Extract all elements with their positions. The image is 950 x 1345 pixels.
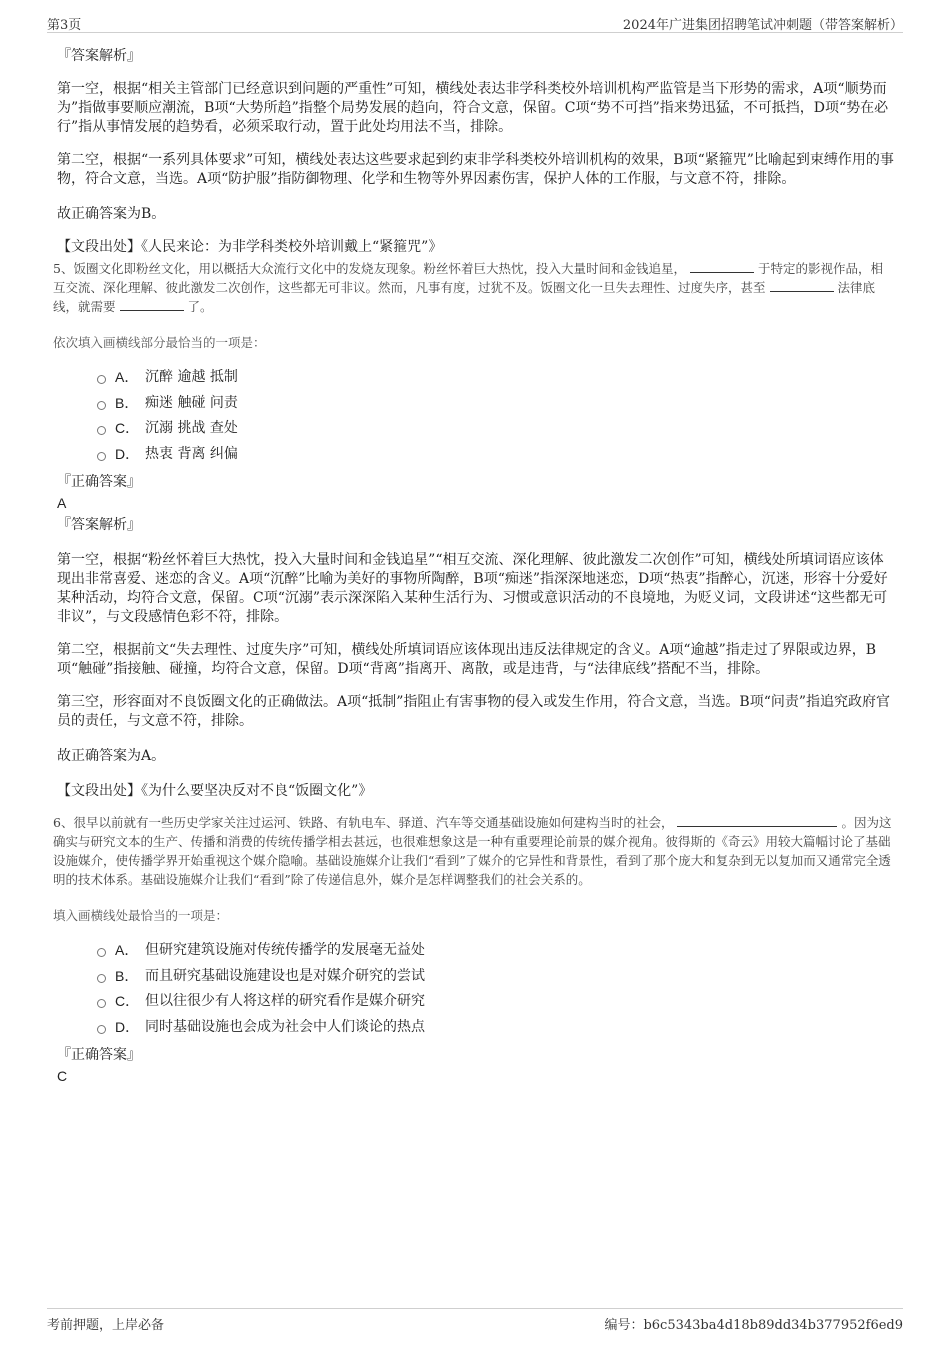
q6-option-c[interactable] — [97, 989, 895, 1015]
option-text: 痴迷 触碰 问责 — [145, 394, 238, 411]
q5-stem-part-c: 法律底线，就需要 — [53, 280, 876, 314]
option-letter: C． — [115, 993, 140, 1009]
q4-analysis-label: 『答案解析』 — [57, 48, 141, 64]
document-title: 2024年广进集团招聘笔试冲刺题（带答案解析） — [622, 18, 903, 33]
q6-option-b[interactable] — [97, 964, 895, 990]
option-letter: D． — [115, 445, 140, 462]
radio-icon[interactable] — [97, 426, 106, 435]
radio-icon[interactable] — [97, 999, 106, 1008]
page-header — [47, 12, 903, 33]
q5-conclusion: 故正确答案为A。 — [57, 748, 166, 764]
q4-analysis-p2: 第二空，根据“一系列具体要求”可知，横线处表达这些要求起到约束非学科类校外培训机构的效果，B项“紧箍咒”比喻起到束缚作用的事物，符合文意，当选。A项“防护服”指防御物理、化学和生物等外界因素伤害，保护人体的工作服，与文意不符，排除。 — [57, 152, 894, 187]
radio-icon[interactable] — [97, 948, 106, 957]
option-text: 同时基础设施也会成为社会中人们谈论的热点 — [145, 1018, 425, 1035]
option-letter: A． — [115, 942, 139, 958]
radio-icon[interactable] — [97, 401, 106, 410]
q5-analysis-p2: 第二空，根据前文“失去理性、过度失序”可知，横线处所填词语应该体现出违反法律规定的含义。A项“逾越”指走过了界限或边界，B项“触碰”指接触、碰撞，均符合文意，保留。D项“背离”指离开、离散，或是违背，与“法律底线”搭配不当，排除。 — [57, 642, 877, 677]
radio-icon[interactable] — [97, 375, 106, 384]
q6-option-a[interactable] — [97, 938, 895, 964]
q5-option-b[interactable] — [97, 391, 895, 417]
q5-options — [97, 365, 895, 467]
q6-options — [97, 938, 895, 1040]
option-letter: D． — [115, 1018, 140, 1035]
q5-analysis-label: 『答案解析』 — [57, 517, 141, 533]
page-content — [53, 44, 895, 1085]
option-letter: B． — [115, 394, 139, 411]
option-text: 热衷 背离 纠偏 — [145, 445, 238, 462]
q5-option-d[interactable] — [97, 442, 895, 468]
q6-answer: C — [57, 1068, 68, 1084]
q6-stem-part-a: 6、很早以前就有一些历史学家关注过运河、铁路、有轨电车、驿道、汽车等交通基础设施如何建构当时的社会， — [53, 815, 674, 830]
option-text: 但研究建筑设施对传统传播学的发展毫无益处 — [145, 942, 425, 958]
q5-stem-part-d: 了。 — [187, 299, 213, 314]
q5-option-a[interactable] — [97, 365, 895, 391]
q5-option-c[interactable] — [97, 416, 895, 442]
q5-instruction: 依次填入画横线部分最恰当的一项是： — [53, 335, 266, 350]
q6-blank — [677, 814, 837, 827]
document-id: 编号：b6c5343ba4d18b89dd34b377952f6ed9 — [604, 1318, 903, 1333]
q5-stem — [53, 259, 895, 316]
q6-option-d[interactable] — [97, 1015, 895, 1041]
q5-analysis-p3: 第三空，形容面对不良饭圈文化的正确做法。A项“抵制”指阻止有害事物的侵入或发生作用，符合文意，当选。B项“问责”指追究政府官员的责任，与文意不符，排除。 — [57, 694, 891, 729]
q6-instruction: 填入画横线处最恰当的一项是： — [53, 908, 229, 923]
option-letter: A． — [115, 369, 139, 385]
q5-blank-1 — [690, 260, 754, 273]
page-footer — [47, 1308, 903, 1331]
radio-icon[interactable] — [97, 1025, 106, 1034]
radio-icon[interactable] — [97, 452, 106, 461]
option-text: 沉醉 逾越 抵制 — [145, 369, 238, 385]
q5-stem-part-b: 于特定的影视作品，相互交流、深化理解、彼此激发二次创作，这些都无可非议。然而，凡事有度，过犹不及。饭圈文化一旦失去理性、过度失序，甚至 — [53, 261, 883, 295]
q4-conclusion: 故正确答案为B。 — [57, 206, 166, 222]
page-number: 第3页 — [47, 18, 82, 33]
q6-stem — [53, 813, 895, 889]
q6-answer-label: 『正确答案』 — [57, 1047, 141, 1063]
q4-analysis-p1: 第一空，根据“相关主管部门已经意识到问题的严重性”可知，横线处表达非学科类校外培训机构严监管是当下形势的需求，A项“顺势而为”指做事要顺应潮流，B项“大势所趋”指整个局势发展的趋向，符合文意，保留。C项“势不可挡”指来势迅猛，不可抵挡，D项“势在必行”指从事情发展的趋势看，必须采取行动，置于此处均用法不当，排除。 — [57, 81, 889, 135]
footer-slogan: 考前押题，上岸必备 — [47, 1318, 165, 1333]
q4-source: 【文段出处】《人民来论：为非学科类校外培训戴上“紧箍咒”》 — [57, 239, 443, 255]
option-text: 沉溺 挑战 查处 — [145, 420, 238, 436]
option-text: 而且研究基础设施建设也是对媒介研究的尝试 — [145, 967, 425, 984]
option-letter: C． — [115, 420, 140, 436]
q5-answer: A — [57, 495, 67, 511]
q5-blank-3 — [120, 298, 184, 311]
option-text: 但以往很少有人将这样的研究看作是媒介研究 — [145, 993, 425, 1009]
q5-stem-part-a: 5、饭圈文化即粉丝文化，用以概括大众流行文化中的发烧友现象。粉丝怀着巨大热忱，投入大量时间和金钱追星， — [53, 261, 686, 276]
q5-blank-2 — [770, 279, 834, 292]
q5-analysis-p1: 第一空，根据“粉丝怀着巨大热忱，投入大量时间和金钱追星”“相互交流、深化理解、彼此激发二次创作”可知，横线处所填词语应该体现出非常喜爱、迷恋的含义。A项“沉醉”比喻为美好的事物所陶醉，B项“痴迷”指深深地迷恋，D项“热衷”指醉心，沉迷，形容十分爱好某种活动，均符合文意，保留。C项“沉溺”表示深深陷入某种生活行为、习惯或意识活动的不良境地，为贬义词，文段讲述“这些都无可非议”，与文段感情色彩不符，排除。 — [57, 552, 888, 625]
radio-icon[interactable] — [97, 974, 106, 983]
q6-stem-part-b: 。因为这确实与研究文本的生产、传播和消费的传统传播学相去甚远，也很难想象这是一种有重要理论前景的媒介视角。彼得斯的《奇云》用较大篇幅讨论了基础设施媒介，使传播学界开始重视这个媒介隐喻。基础设施媒介让我们“看到”了媒介的它异性和背景性，看到了那个庞大和复杂到无以复加而又通常完全透明的技术体系。基础设施媒介让我们“看到”除了传递信息外，媒介是怎样调整我们的社会关系的。 — [53, 815, 892, 887]
q5-source: 【文段出处】《为什么要坚决反对不良“饭圈文化”》 — [57, 783, 373, 799]
q5-answer-label: 『正确答案』 — [57, 474, 141, 490]
option-letter: B． — [115, 967, 139, 984]
